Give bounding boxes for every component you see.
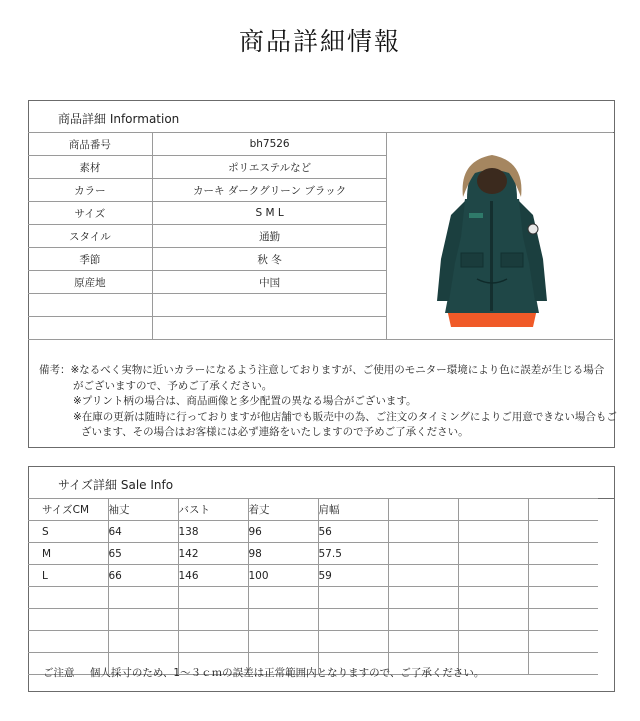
- table-row: [28, 543, 598, 565]
- table-cell: 146: [178, 565, 248, 587]
- remarks-line: がございますので、予めご了承ください。: [73, 379, 273, 392]
- chest-patch: [469, 213, 483, 218]
- product-photo-cell: [387, 133, 613, 340]
- size-info-section: [28, 466, 615, 692]
- column-header: [388, 499, 458, 521]
- table-row: [28, 133, 613, 156]
- info-label: 素材: [28, 156, 152, 179]
- table-cell: 66: [108, 565, 178, 587]
- table-row: [28, 565, 598, 587]
- table-cell: [458, 609, 528, 631]
- table-cell: M: [28, 543, 108, 565]
- info-value: [152, 317, 387, 340]
- table-cell: 98: [248, 543, 318, 565]
- table-cell: [388, 587, 458, 609]
- table-cell: [528, 565, 598, 587]
- column-header: サイズCM: [28, 499, 108, 521]
- page-title: 商品詳細情報: [238, 27, 401, 56]
- table-cell: L: [28, 565, 108, 587]
- table-cell: [458, 631, 528, 653]
- table-cell: [248, 587, 318, 609]
- size-note: [29, 665, 614, 680]
- info-label: [28, 294, 152, 317]
- table-cell: [248, 631, 318, 653]
- table-cell: 96: [248, 521, 318, 543]
- table-cell: [528, 609, 598, 631]
- info-value: bh7526: [152, 133, 387, 156]
- column-header: バスト: [178, 499, 248, 521]
- table-cell: 57.5: [318, 543, 388, 565]
- table-cell: [388, 631, 458, 653]
- product-info-section: [28, 100, 615, 448]
- table-cell: 59: [318, 565, 388, 587]
- column-header: [458, 499, 528, 521]
- table-cell: [178, 587, 248, 609]
- table-cell: [28, 609, 108, 631]
- remarks-line: 備考：※なるべく実物に近いカラーになるよう注意しておりますが、ご使用のモニター環境により色に誤差が生じる場合: [39, 364, 605, 376]
- table-cell: [108, 587, 178, 609]
- table-cell: [108, 631, 178, 653]
- table-cell: [458, 521, 528, 543]
- table-cell: [178, 631, 248, 653]
- table-cell: [318, 587, 388, 609]
- table-cell: [458, 543, 528, 565]
- table-cell: [248, 609, 318, 631]
- column-header: 着丈: [248, 499, 318, 521]
- table-cell: [458, 565, 528, 587]
- table-cell: [28, 587, 108, 609]
- size-note-text: 個人採寸のため、1～３ｃｍの誤差は正常範囲内となりますので、ご了承ください。: [89, 667, 485, 679]
- info-section-header: 商品詳細 Information: [29, 101, 614, 133]
- info-table: [28, 132, 613, 340]
- table-cell: [388, 609, 458, 631]
- table-cell: [178, 609, 248, 631]
- info-value: カーキ ダークグリーン ブラック: [152, 179, 387, 202]
- info-label: サイズ: [28, 202, 152, 225]
- table-cell: [528, 543, 598, 565]
- info-label: 原産地: [28, 271, 152, 294]
- remarks: [39, 363, 617, 441]
- remarks-line: ※在庫の更新は随時に行っておりますが他店舗でも販売中の為、ご注文のタイミングによりご用意できない場合もご: [73, 410, 617, 423]
- table-row: [28, 609, 598, 631]
- hood-opening: [477, 168, 507, 194]
- sleeve-patch: [528, 224, 538, 234]
- remarks-line: ざいます、その場合はお客様には必ず連絡をいたしますので予めご了承ください。: [81, 426, 469, 438]
- table-cell: [108, 609, 178, 631]
- table-row: [28, 521, 598, 543]
- table-cell: [318, 609, 388, 631]
- table-header-row: [28, 499, 598, 521]
- table-cell: [388, 565, 458, 587]
- column-header: [528, 499, 598, 521]
- info-label: 季節: [28, 248, 152, 271]
- table-cell: [528, 521, 598, 543]
- size-table: [28, 498, 598, 675]
- table-cell: [28, 631, 108, 653]
- table-cell: [528, 631, 598, 653]
- table-cell: 65: [108, 543, 178, 565]
- table-cell: [388, 543, 458, 565]
- table-cell: S: [28, 521, 108, 543]
- info-label: 商品番号: [28, 133, 152, 156]
- info-value: 秋 冬: [152, 248, 387, 271]
- table-cell: 100: [248, 565, 318, 587]
- info-label: スタイル: [28, 225, 152, 248]
- table-cell: 56: [318, 521, 388, 543]
- table-cell: [528, 587, 598, 609]
- product-image: [417, 141, 567, 341]
- column-header: 肩幅: [318, 499, 388, 521]
- column-header: 袖丈: [108, 499, 178, 521]
- table-cell: 64: [108, 521, 178, 543]
- info-value: 中国: [152, 271, 387, 294]
- jacket-pocket: [501, 253, 523, 267]
- table-cell: 142: [178, 543, 248, 565]
- info-value: S M L: [152, 202, 387, 225]
- jacket-zipper: [490, 201, 493, 311]
- info-value: [152, 294, 387, 317]
- info-value: 通勤: [152, 225, 387, 248]
- table-cell: [458, 587, 528, 609]
- table-cell: 138: [178, 521, 248, 543]
- remarks-line: ※プリント柄の場合は、商品画像と多少配置の異なる場合がございます。: [73, 395, 417, 407]
- jacket-pocket: [461, 253, 483, 267]
- size-note-label: ご注意: [43, 667, 75, 679]
- info-label: [28, 317, 152, 340]
- table-cell: [318, 631, 388, 653]
- table-row: [28, 631, 598, 653]
- size-section-header: サイズ詳細 Sale Info: [29, 467, 614, 499]
- info-label: カラー: [28, 179, 152, 202]
- table-row: [28, 587, 598, 609]
- table-cell: [388, 521, 458, 543]
- info-value: ポリエステルなど: [152, 156, 387, 179]
